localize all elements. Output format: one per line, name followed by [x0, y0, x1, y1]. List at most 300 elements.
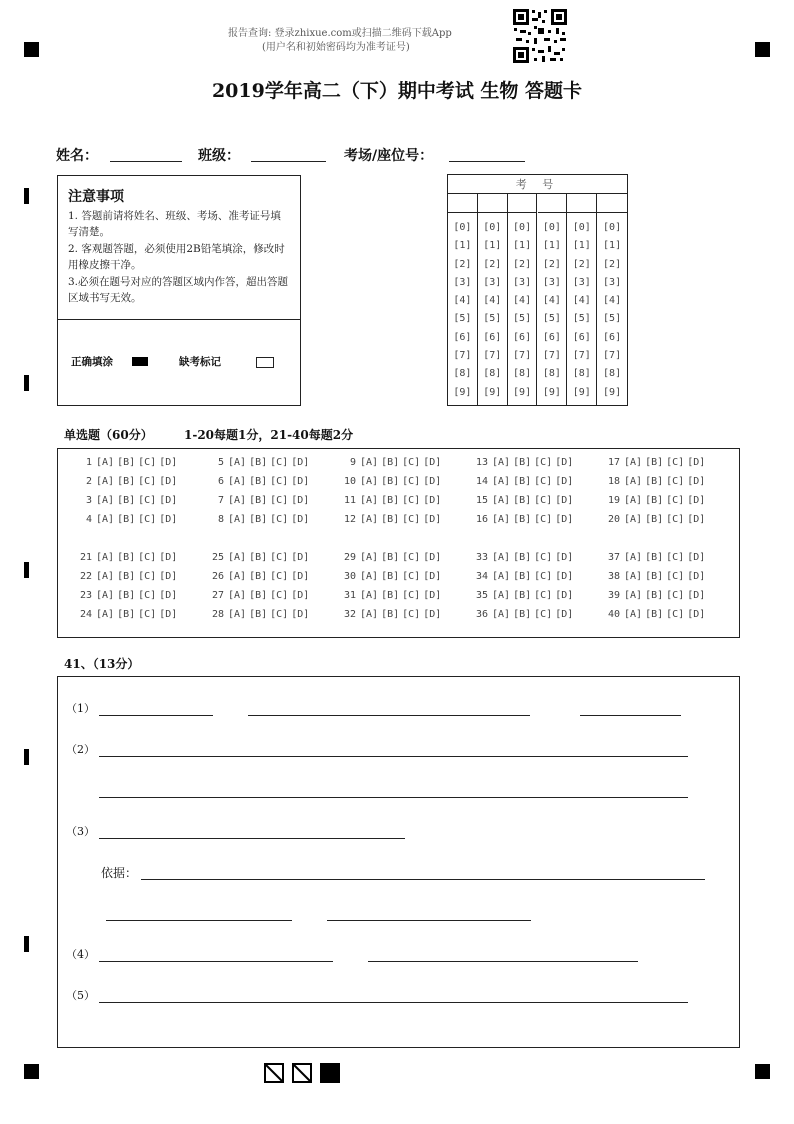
question-number: 7	[217, 495, 224, 506]
exam-number-write-cell[interactable]	[567, 194, 596, 213]
choice-option-bubble[interactable]: [C]	[270, 590, 289, 601]
exam-number-column	[478, 194, 508, 405]
choice-option-bubble[interactable]: [A]	[492, 571, 511, 582]
choice-option-bubble[interactable]: [B]	[117, 552, 136, 563]
timing-mark	[24, 188, 29, 204]
exam-digit-bubble[interactable]: [5]	[483, 313, 502, 325]
choice-option-bubble[interactable]: [C]	[138, 609, 157, 620]
choice-option-bubble[interactable]: [C]	[402, 552, 421, 563]
exam-digit-bubble[interactable]: [2]	[453, 258, 472, 270]
exam-digit-bubble[interactable]: [2]	[603, 258, 622, 270]
choice-option-bubble[interactable]: [B]	[117, 571, 136, 582]
choice-option-bubble[interactable]: [A]	[228, 476, 247, 487]
choice-question-6	[202, 476, 312, 487]
choice-option-bubble[interactable]: [C]	[270, 476, 289, 487]
choice-option-bubble[interactable]: [C]	[534, 552, 553, 563]
choice-option-bubble[interactable]: [D]	[291, 476, 310, 487]
choice-option-bubble[interactable]: [B]	[117, 457, 136, 468]
q41-answer-box	[57, 676, 740, 1048]
question-number: 3	[85, 495, 92, 506]
choice-option-bubble[interactable]: [C]	[138, 552, 157, 563]
choice-option-bubble[interactable]: [D]	[687, 590, 706, 601]
notice-item-3: 3.必须在题号对应的答题区域内作答，超出答题区域书写无效。	[68, 276, 289, 304]
choice-option-bubble[interactable]: [A]	[492, 552, 511, 563]
choice-option-bubble[interactable]: [D]	[291, 457, 310, 468]
choice-option-bubble[interactable]: [A]	[96, 552, 115, 563]
exam-digit-bubble[interactable]: [9]	[483, 386, 502, 398]
q41-part-4-label: （4）	[66, 948, 95, 961]
choice-option-bubble[interactable]: [A]	[360, 552, 379, 563]
choice-option-bubble[interactable]: [B]	[513, 476, 532, 487]
choice-question-24	[70, 609, 180, 620]
exam-number-column	[508, 194, 538, 405]
choice-question-19	[598, 495, 708, 506]
q41-part-2-blank[interactable]	[99, 797, 688, 798]
exam-digit-bubble[interactable]: [8]	[572, 368, 591, 380]
question-number: 17	[607, 457, 620, 468]
exam-digit-bubble[interactable]: [9]	[542, 386, 561, 398]
choice-option-bubble[interactable]: [B]	[645, 571, 664, 582]
choice-option-bubble[interactable]: [C]	[402, 609, 421, 620]
choice-option-bubble[interactable]: [B]	[645, 552, 664, 563]
notice-item-2: 2. 客观题答题，必须使用2B铅笔填涂，修改时用橡皮擦干净。	[68, 243, 285, 271]
question-number: 38	[607, 571, 620, 582]
name-field[interactable]	[110, 161, 182, 162]
choice-question-10	[334, 476, 444, 487]
exam-number-column	[597, 194, 627, 405]
choice-option-bubble[interactable]: [B]	[513, 571, 532, 582]
choice-option-bubble[interactable]: [B]	[381, 457, 400, 468]
choice-option-bubble[interactable]: [D]	[687, 609, 706, 620]
question-number: 13	[475, 457, 488, 468]
exam-digit-bubble[interactable]: [0]	[603, 222, 622, 233]
exam-digit-bubble[interactable]: [4]	[513, 295, 532, 307]
choice-option-bubble[interactable]: [D]	[423, 495, 442, 506]
absent-mark-box[interactable]	[256, 357, 274, 368]
choice-option-bubble[interactable]: [D]	[159, 552, 178, 563]
choice-option-bubble[interactable]: [B]	[513, 495, 532, 506]
choice-question-38	[598, 571, 708, 582]
choice-option-bubble[interactable]: [C]	[666, 571, 685, 582]
choice-option-bubble[interactable]: [B]	[513, 609, 532, 620]
exam-digit-bubble[interactable]: [7]	[453, 350, 472, 362]
q41-basis-blank[interactable]	[141, 879, 705, 880]
exam-digit-bubble[interactable]: [3]	[453, 276, 472, 288]
q41-part-5-label: （5）	[66, 989, 95, 1002]
exam-digit-bubble[interactable]: [5]	[453, 313, 472, 325]
choice-option-bubble[interactable]: [C]	[138, 495, 157, 506]
exam-digit-bubble[interactable]: [6]	[542, 331, 561, 343]
choice-option-bubble[interactable]: [D]	[159, 609, 178, 620]
choice-option-bubble[interactable]: [D]	[423, 514, 442, 525]
choice-option-bubble[interactable]: [D]	[159, 495, 178, 506]
q41-part-1-blank[interactable]	[248, 715, 530, 716]
choice-option-bubble[interactable]: [B]	[645, 457, 664, 468]
choice-option-bubble[interactable]: [A]	[492, 514, 511, 525]
choice-option-bubble[interactable]: [A]	[624, 514, 643, 525]
choice-option-bubble[interactable]: [D]	[555, 457, 574, 468]
exam-digit-bubble[interactable]: [2]	[483, 258, 502, 270]
exam-number-write-cell[interactable]	[508, 194, 537, 213]
choice-option-bubble[interactable]: [D]	[423, 476, 442, 487]
choice-option-bubble[interactable]: [D]	[291, 609, 310, 620]
choice-option-bubble[interactable]: [C]	[270, 609, 289, 620]
exam-digit-bubble[interactable]: [0]	[513, 222, 532, 233]
choice-option-bubble[interactable]: [D]	[687, 495, 706, 506]
choice-option-bubble[interactable]: [D]	[159, 571, 178, 582]
question-number: 11	[343, 495, 356, 506]
choice-option-bubble[interactable]: [A]	[96, 476, 115, 487]
choice-option-bubble[interactable]: [D]	[423, 609, 442, 620]
question-number: 28	[211, 609, 224, 620]
exam-digit-bubble[interactable]: [5]	[572, 313, 591, 325]
choice-option-bubble[interactable]: [A]	[228, 609, 247, 620]
choice-option-bubble[interactable]: [C]	[534, 495, 553, 506]
choice-option-bubble[interactable]: [D]	[423, 571, 442, 582]
choice-option-bubble[interactable]: [A]	[360, 590, 379, 601]
q41-part-4-blank[interactable]	[99, 961, 333, 962]
choice-option-bubble[interactable]: [D]	[291, 590, 310, 601]
exam-digit-bubble[interactable]: [9]	[513, 386, 532, 398]
choice-option-bubble[interactable]: [B]	[117, 609, 136, 620]
exam-digit-bubble[interactable]: [0]	[453, 222, 472, 233]
choice-option-bubble[interactable]: [A]	[96, 495, 115, 506]
choice-option-bubble[interactable]: [A]	[228, 514, 247, 525]
choice-option-bubble[interactable]: [A]	[96, 571, 115, 582]
notice-heading: 注意事项	[68, 189, 124, 205]
exam-digit-bubble[interactable]: [7]	[572, 350, 591, 362]
choice-option-bubble[interactable]: [B]	[513, 457, 532, 468]
choice-option-bubble[interactable]: [D]	[555, 571, 574, 582]
choice-option-bubble[interactable]: [B]	[513, 514, 532, 525]
choice-option-bubble[interactable]: [B]	[249, 514, 268, 525]
question-number: 25	[211, 552, 224, 563]
choice-option-bubble[interactable]: [A]	[624, 609, 643, 620]
choice-option-bubble[interactable]: [B]	[645, 514, 664, 525]
choice-option-bubble[interactable]: [A]	[624, 457, 643, 468]
exam-digit-bubble[interactable]: [2]	[513, 258, 532, 270]
choice-option-bubble[interactable]: [D]	[423, 457, 442, 468]
choice-question-35	[466, 590, 576, 601]
choice-option-bubble[interactable]: [A]	[360, 609, 379, 620]
choice-option-bubble[interactable]: [A]	[492, 590, 511, 601]
page-marker-icon	[292, 1063, 312, 1083]
exam-digit-bubble[interactable]: [1]	[513, 240, 532, 252]
choice-option-bubble[interactable]: [A]	[96, 514, 115, 525]
choice-option-bubble[interactable]: [C]	[666, 514, 685, 525]
exam-digit-bubble[interactable]: [7]	[483, 350, 502, 362]
exam-number-write-cell[interactable]	[597, 194, 627, 213]
q41-part-1-blank[interactable]	[580, 715, 681, 716]
choice-option-bubble[interactable]: [B]	[249, 552, 268, 563]
choice-option-bubble[interactable]: [A]	[96, 609, 115, 620]
choice-option-bubble[interactable]: [B]	[381, 609, 400, 620]
choice-option-bubble[interactable]: [A]	[360, 571, 379, 582]
choice-option-bubble[interactable]: [C]	[270, 457, 289, 468]
choice-option-bubble[interactable]: [A]	[624, 476, 643, 487]
exam-digit-bubble[interactable]: [8]	[483, 368, 502, 380]
choice-option-bubble[interactable]: [C]	[402, 476, 421, 487]
exam-digit-bubble[interactable]: [5]	[542, 313, 561, 325]
exam-digit-bubble[interactable]: [0]	[542, 222, 561, 233]
choice-option-bubble[interactable]: [D]	[291, 552, 310, 563]
exam-digit-bubble[interactable]: [7]	[542, 350, 561, 362]
q41-part-1-blank[interactable]	[99, 715, 213, 716]
choice-question-14	[466, 476, 576, 487]
choice-option-bubble[interactable]: [C]	[138, 590, 157, 601]
choice-option-bubble[interactable]: [D]	[555, 590, 574, 601]
choice-option-bubble[interactable]: [C]	[138, 457, 157, 468]
q41-basis-blank[interactable]	[106, 920, 292, 921]
choice-option-bubble[interactable]: [B]	[645, 495, 664, 506]
choice-option-bubble[interactable]: [C]	[270, 514, 289, 525]
choice-option-bubble[interactable]: [B]	[117, 476, 136, 487]
exam-number-write-cell[interactable]	[448, 194, 477, 213]
exam-digit-bubble[interactable]: [8]	[513, 368, 532, 380]
choice-option-bubble[interactable]: [B]	[381, 590, 400, 601]
choice-option-bubble[interactable]: [B]	[117, 590, 136, 601]
choice-option-bubble[interactable]: [B]	[249, 590, 268, 601]
choice-option-bubble[interactable]: [B]	[381, 552, 400, 563]
choice-option-bubble[interactable]: [C]	[402, 495, 421, 506]
exam-digit-bubble[interactable]: [3]	[542, 276, 561, 288]
exam-digit-bubble[interactable]: [6]	[483, 331, 502, 343]
exam-digit-bubble[interactable]: [5]	[513, 313, 532, 325]
choice-option-bubble[interactable]: [A]	[492, 476, 511, 487]
choice-question-20	[598, 514, 708, 525]
exam-digit-bubble[interactable]: [6]	[453, 331, 472, 343]
choice-option-bubble[interactable]: [A]	[96, 590, 115, 601]
exam-digit-bubble[interactable]: [2]	[572, 258, 591, 270]
q41-part-4-blank[interactable]	[368, 961, 638, 962]
divider	[58, 319, 300, 320]
choice-option-bubble[interactable]: [A]	[360, 457, 379, 468]
choice-option-bubble[interactable]: [B]	[645, 590, 664, 601]
class-label: 班级：	[198, 148, 240, 164]
exam-digit-bubble[interactable]: [7]	[603, 350, 622, 362]
choice-question-33	[466, 552, 576, 563]
choice-option-bubble[interactable]: [C]	[138, 476, 157, 487]
choice-option-bubble[interactable]: [A]	[228, 571, 247, 582]
choice-option-bubble[interactable]: [C]	[534, 590, 553, 601]
q41-heading: 41、（13分）	[64, 657, 140, 671]
choice-option-bubble[interactable]: [B]	[645, 609, 664, 620]
choice-question-16	[466, 514, 576, 525]
choice-option-bubble[interactable]: [D]	[291, 514, 310, 525]
exam-digit-bubble[interactable]: [6]	[603, 331, 622, 343]
choice-option-bubble[interactable]: [A]	[624, 571, 643, 582]
choice-option-bubble[interactable]: [B]	[249, 609, 268, 620]
exam-digit-bubble[interactable]: [9]	[453, 386, 472, 398]
exam-digit-bubble[interactable]: [4]	[603, 295, 622, 307]
choice-option-bubble[interactable]: [C]	[270, 495, 289, 506]
choice-option-bubble[interactable]: [A]	[228, 590, 247, 601]
choice-question-4	[70, 514, 180, 525]
choice-option-bubble[interactable]: [D]	[687, 552, 706, 563]
choice-option-bubble[interactable]: [C]	[270, 571, 289, 582]
exam-digit-bubble[interactable]: [1]	[542, 240, 561, 252]
choice-option-bubble[interactable]: [D]	[159, 590, 178, 601]
choice-option-bubble[interactable]: [D]	[555, 552, 574, 563]
question-number: 40	[607, 609, 620, 620]
choice-question-5	[202, 457, 312, 468]
choice-question-37	[598, 552, 708, 563]
exam-digit-bubble[interactable]: [1]	[603, 240, 622, 252]
choice-option-bubble[interactable]: [D]	[687, 476, 706, 487]
exam-digit-bubble[interactable]: [4]	[572, 295, 591, 307]
exam-number-column	[567, 194, 597, 405]
exam-digit-bubble[interactable]: [6]	[572, 331, 591, 343]
choice-option-bubble[interactable]: [A]	[360, 514, 379, 525]
q41-part-2-blank[interactable]	[99, 756, 688, 757]
choice-option-bubble[interactable]: [A]	[360, 476, 379, 487]
choice-option-bubble[interactable]: [A]	[492, 495, 511, 506]
choice-question-22	[70, 571, 180, 582]
report-query-line: 报告查询: 登录zhixue.com或扫描二维码下载App	[228, 28, 452, 39]
class-field[interactable]	[251, 161, 326, 162]
q41-basis-blank[interactable]	[327, 920, 531, 921]
choice-option-bubble[interactable]: [B]	[381, 495, 400, 506]
choice-option-bubble[interactable]: [D]	[555, 514, 574, 525]
choice-option-bubble[interactable]: [A]	[624, 590, 643, 601]
choice-option-bubble[interactable]: [D]	[423, 552, 442, 563]
choice-question-2	[70, 476, 180, 487]
exam-digit-bubble[interactable]: [1]	[572, 240, 591, 252]
choice-option-bubble[interactable]: [B]	[513, 590, 532, 601]
exam-number-write-cell[interactable]	[538, 194, 567, 213]
exam-digit-bubble[interactable]: [8]	[542, 368, 561, 380]
registration-mark	[755, 42, 770, 57]
choice-option-bubble[interactable]: [D]	[555, 609, 574, 620]
q41-part-3-blank[interactable]	[99, 838, 405, 839]
choice-question-26	[202, 571, 312, 582]
choice-question-39	[598, 590, 708, 601]
choice-option-bubble[interactable]: [A]	[96, 457, 115, 468]
choice-option-bubble[interactable]: [C]	[534, 571, 553, 582]
choice-option-bubble[interactable]: [D]	[291, 571, 310, 582]
choice-option-bubble[interactable]: [A]	[228, 495, 247, 506]
choice-option-bubble[interactable]: [D]	[159, 457, 178, 468]
choice-option-bubble[interactable]: [C]	[534, 609, 553, 620]
exam-digit-bubble[interactable]: [1]	[483, 240, 502, 252]
exam-number-write-cell[interactable]	[478, 194, 507, 213]
choice-option-bubble[interactable]: [B]	[249, 457, 268, 468]
choice-option-bubble[interactable]: [C]	[534, 514, 553, 525]
choice-option-bubble[interactable]: [B]	[381, 476, 400, 487]
choice-option-bubble[interactable]: [D]	[687, 571, 706, 582]
exam-digit-bubble[interactable]: [6]	[513, 331, 532, 343]
choice-option-bubble[interactable]: [B]	[249, 476, 268, 487]
exam-digit-bubble[interactable]: [3]	[513, 276, 532, 288]
choice-option-bubble[interactable]: [B]	[249, 495, 268, 506]
choice-option-bubble[interactable]: [C]	[402, 571, 421, 582]
question-number: 6	[217, 476, 224, 487]
question-number: 31	[343, 590, 356, 601]
choice-option-bubble[interactable]: [A]	[360, 495, 379, 506]
question-number: 9	[349, 457, 356, 468]
choice-option-bubble[interactable]: [C]	[666, 590, 685, 601]
timing-mark	[24, 562, 29, 578]
choice-option-bubble[interactable]: [D]	[291, 495, 310, 506]
choice-option-bubble[interactable]: [C]	[138, 571, 157, 582]
choice-option-bubble[interactable]: [B]	[249, 571, 268, 582]
exam-digit-bubble[interactable]: [4]	[542, 295, 561, 307]
choice-option-bubble[interactable]: [C]	[402, 590, 421, 601]
question-number: 24	[79, 609, 92, 620]
choice-option-bubble[interactable]: [C]	[138, 514, 157, 525]
choice-option-bubble[interactable]: [C]	[666, 495, 685, 506]
choice-option-bubble[interactable]: [C]	[666, 457, 685, 468]
choice-option-bubble[interactable]: [D]	[555, 476, 574, 487]
exam-digit-bubble[interactable]: [8]	[603, 368, 622, 380]
exam-digit-bubble[interactable]: [7]	[513, 350, 532, 362]
seat-field[interactable]	[449, 161, 525, 162]
choice-option-bubble[interactable]: [C]	[270, 552, 289, 563]
choice-option-bubble[interactable]: [C]	[534, 457, 553, 468]
q41-part-5-blank[interactable]	[99, 1002, 688, 1003]
exam-digit-bubble[interactable]: [3]	[603, 276, 622, 288]
choice-option-bubble[interactable]: [A]	[228, 552, 247, 563]
choice-option-bubble[interactable]: [C]	[666, 609, 685, 620]
choice-option-bubble[interactable]: [C]	[402, 514, 421, 525]
choice-option-bubble[interactable]: [A]	[624, 552, 643, 563]
choice-option-bubble[interactable]: [B]	[381, 571, 400, 582]
exam-digit-bubble[interactable]: [3]	[483, 276, 502, 288]
choice-option-bubble[interactable]: [C]	[666, 552, 685, 563]
exam-digit-bubble[interactable]: [4]	[483, 295, 502, 307]
choice-option-bubble[interactable]: [D]	[687, 514, 706, 525]
choice-option-bubble[interactable]: [B]	[117, 514, 136, 525]
question-number: 29	[343, 552, 356, 563]
exam-digit-bubble[interactable]: [8]	[453, 368, 472, 380]
choice-option-bubble[interactable]: [D]	[423, 590, 442, 601]
exam-digit-bubble[interactable]: [9]	[572, 386, 591, 398]
exam-digit-bubble[interactable]: [9]	[603, 386, 622, 398]
exam-digit-bubble[interactable]: [5]	[603, 313, 622, 325]
q41-basis-label: 依据：	[101, 866, 138, 880]
question-number: 27	[211, 590, 224, 601]
question-number: 22	[79, 571, 92, 582]
choice-option-bubble[interactable]: [A]	[624, 495, 643, 506]
choice-option-bubble[interactable]: [B]	[117, 495, 136, 506]
exam-digit-bubble[interactable]: [0]	[572, 222, 591, 233]
choice-option-bubble[interactable]: [D]	[555, 495, 574, 506]
question-number: 5	[217, 457, 224, 468]
choice-option-bubble[interactable]: [C]	[534, 476, 553, 487]
q41-part-3-label: （3）	[66, 825, 95, 838]
choice-option-bubble[interactable]: [D]	[159, 476, 178, 487]
choice-option-bubble[interactable]: [C]	[666, 476, 685, 487]
exam-digit-bubble[interactable]: [1]	[453, 240, 472, 252]
choice-option-bubble[interactable]: [B]	[645, 476, 664, 487]
page-title: 2019学年高二（下）期中考试 生物 答题卡	[211, 80, 583, 102]
choice-question-32	[334, 609, 444, 620]
choice-question-9	[334, 457, 444, 468]
choice-option-bubble[interactable]: [B]	[513, 552, 532, 563]
exam-digit-bubble[interactable]: [2]	[542, 258, 561, 270]
exam-digit-bubble[interactable]: [3]	[572, 276, 591, 288]
question-number: 21	[79, 552, 92, 563]
choice-option-bubble[interactable]: [A]	[492, 609, 511, 620]
choice-option-bubble[interactable]: [C]	[402, 457, 421, 468]
choice-option-bubble[interactable]: [D]	[159, 514, 178, 525]
choice-option-bubble[interactable]: [B]	[381, 514, 400, 525]
choice-option-bubble[interactable]: [D]	[687, 457, 706, 468]
exam-digit-bubble[interactable]: [0]	[483, 222, 502, 233]
choice-option-bubble[interactable]: [A]	[228, 457, 247, 468]
choice-option-bubble[interactable]: [A]	[492, 457, 511, 468]
exam-digit-bubble[interactable]: [4]	[453, 295, 472, 307]
